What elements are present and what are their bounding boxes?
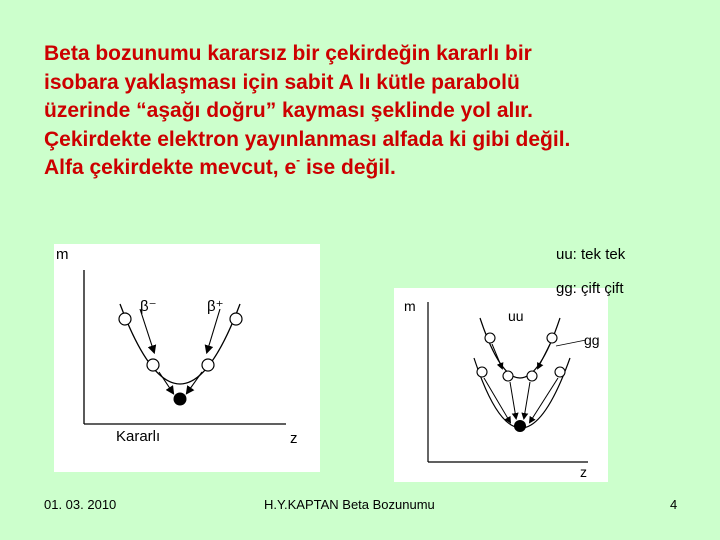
body-line-1: Beta bozunumu kararsız bir çekirdeğin kararlı bir bbox=[44, 42, 532, 65]
beta-plus-label: β⁺ bbox=[207, 298, 224, 315]
decay-arrow bbox=[492, 344, 502, 368]
uu-nucleus bbox=[485, 333, 495, 343]
parabola-curve bbox=[120, 304, 240, 384]
uu-nucleus bbox=[503, 371, 513, 381]
figure-stable-parabola bbox=[54, 244, 320, 472]
pointer-line bbox=[556, 340, 586, 346]
stable-label: Kararlı bbox=[116, 428, 161, 445]
nucleus-circle bbox=[147, 359, 159, 371]
x-axis-label: z bbox=[290, 430, 298, 447]
footer-title: H.Y.KAPTAN Beta Bozunumu bbox=[264, 497, 435, 512]
beta-plus-arrow bbox=[207, 309, 220, 352]
gg-parabola bbox=[474, 358, 570, 428]
body-line-3: üzerinde “aşağı doğru” kayması şeklinde yol alır. bbox=[44, 99, 534, 122]
nucleus-circle bbox=[202, 359, 214, 371]
uu-nucleus bbox=[547, 333, 557, 343]
stable-nucleus bbox=[514, 420, 526, 432]
legend-uu: uu: tek tek bbox=[556, 246, 626, 263]
body-line-2: isobara yaklaşması için sabit A lı kütle parabolü bbox=[44, 70, 520, 94]
body-line-5-post: ise değil. bbox=[300, 156, 396, 179]
stable-nucleus bbox=[174, 393, 187, 406]
body-line-4: Çekirdekte elektron yayınlanması alfada ki gibi değil. bbox=[44, 127, 571, 151]
beta-minus-label: β⁻ bbox=[140, 298, 157, 315]
parabola-diagram bbox=[54, 244, 320, 472]
electron-superscript: - bbox=[296, 153, 301, 167]
double-parabola-diagram bbox=[394, 288, 608, 482]
nucleus-circle bbox=[119, 313, 131, 325]
body-line-5 bbox=[44, 154, 704, 183]
decay-arrow bbox=[510, 382, 516, 418]
decay-arrow bbox=[484, 378, 510, 422]
body-text bbox=[44, 40, 704, 183]
footer-date: 01. 03. 2010 bbox=[44, 497, 117, 512]
gg-label: gg bbox=[584, 332, 600, 348]
gg-nucleus bbox=[555, 367, 565, 377]
figure-double-parabola bbox=[394, 288, 608, 482]
legend-gg: gg: çift çift bbox=[556, 280, 624, 297]
page-number: 4 bbox=[670, 497, 678, 512]
decay-arrow bbox=[530, 378, 558, 422]
y-axis-label: m bbox=[404, 298, 416, 314]
decay-arrow bbox=[524, 382, 530, 418]
uu-label: uu bbox=[508, 308, 524, 324]
uu-nucleus bbox=[527, 371, 537, 381]
nucleus-circle bbox=[230, 313, 242, 325]
decay-arrow bbox=[538, 344, 550, 368]
y-axis-label: m bbox=[56, 246, 69, 263]
beta-minus-arrow bbox=[140, 309, 154, 352]
x-axis-label: z bbox=[580, 464, 587, 480]
body-line-5-pre: Alfa çekirdekte mevcut, e bbox=[44, 156, 297, 179]
gg-nucleus bbox=[477, 367, 487, 377]
